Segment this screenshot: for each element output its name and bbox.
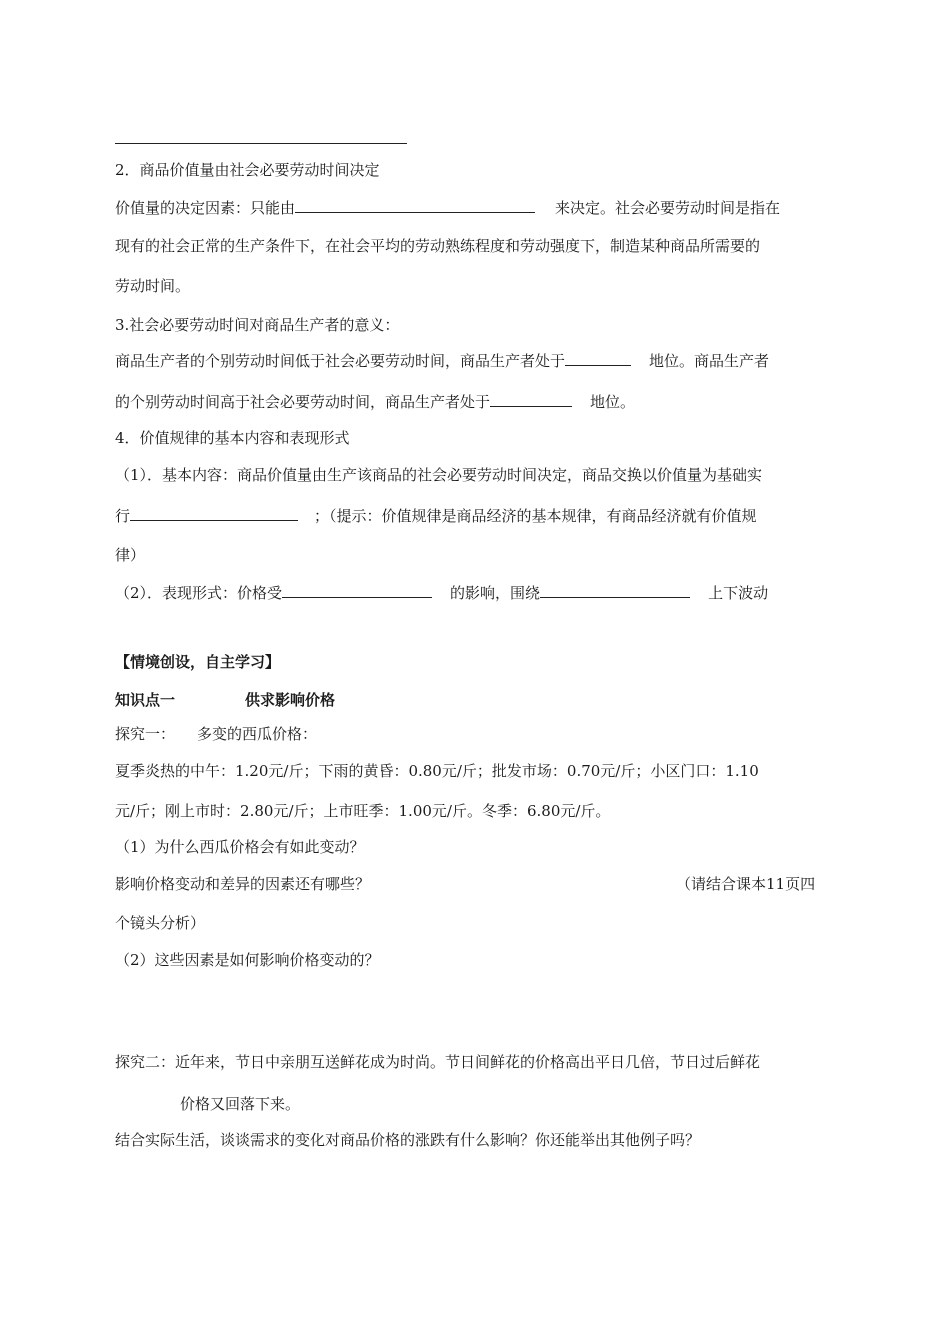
text: 的个别劳动时间高于社会必要劳动时间，商品生产者处于: [115, 393, 491, 411]
fill-blank[interactable]: [565, 351, 631, 366]
text: 行: [115, 507, 131, 525]
text: 的影响，围绕: [450, 584, 541, 602]
text: 地位。商品生产者: [649, 352, 770, 370]
text: 地位。: [590, 393, 636, 411]
explore-2-line-3: 结合实际生活，谈谈需求的变化对商品价格的涨跌有什么影响？你还能举出其他例子吗？: [115, 1131, 701, 1149]
section-4-p1-end: 律）: [115, 546, 146, 564]
top-divider-line: [115, 143, 407, 144]
section-3-line-2: [115, 392, 635, 412]
text: 价值量的决定因素：只能由: [115, 199, 296, 217]
section-4-p1: （1）．基本内容：商品价值量由生产该商品的社会必要劳动时间决定，商品交换以价值量为基础实: [115, 466, 763, 484]
fill-blank[interactable]: [282, 583, 432, 598]
section-title: 【情境创设，自主学习】: [115, 653, 281, 671]
explore-2-line-2: 价格又回落下来。: [180, 1095, 301, 1113]
text: 影响价格变动和差异的因素还有哪些？: [115, 875, 371, 893]
section-2-line-2: 现有的社会正常的生产条件下，在社会平均的劳动熟练程度和劳动强度下，制造某种商品所需要的: [115, 237, 761, 255]
text: 知识点一: [115, 691, 176, 709]
knowledge-point-1: [115, 690, 335, 710]
fill-blank[interactable]: [130, 506, 298, 521]
text: 来决定。社会必要劳动时间是指在: [555, 199, 781, 217]
text: 商品生产者的个别劳动时间低于社会必要劳动时间，商品生产者处于: [115, 352, 566, 370]
text: 探究一：: [115, 725, 176, 743]
explore-1-q1b-hint: （请结合课本11页四: [676, 875, 816, 893]
explore-1-q2: （2）这些因素是如何影响价格变动的？: [115, 951, 380, 969]
explore-1-prices-2: 元/斤；刚上市时：2.80元/斤；上市旺季：1.00元/斤。冬季：6.80元/斤。: [115, 802, 611, 820]
explore-1-prices-1: 夏季炎热的中午：1.20元/斤；下雨的黄昏：0.80元/斤；批发市场：0.70元/斤；小区门口：1.10: [115, 762, 759, 780]
text: 供求影响价格: [245, 691, 336, 709]
fill-blank[interactable]: [490, 392, 572, 407]
section-4-p1-cont: [115, 506, 757, 526]
explore-1-title: [115, 724, 317, 744]
section-4-p2: [115, 583, 768, 603]
section-4-heading: 4．价值规律的基本内容和表现形式: [115, 429, 350, 447]
explore-1-q1: （1）为什么西瓜价格会有如此变动？: [115, 838, 365, 856]
fill-blank[interactable]: [295, 198, 535, 213]
fill-blank[interactable]: [540, 583, 690, 598]
section-2-heading: 2．商品价值量由社会必要劳动时间决定: [115, 161, 380, 179]
explore-1-q1b: [115, 874, 370, 894]
section-2-line-3: 劳动时间。: [115, 277, 191, 295]
explore-1-q1b-end: 个镜头分析）: [115, 914, 206, 932]
text: （2）．表现形式：价格受: [115, 584, 283, 602]
section-2-line-1: [115, 198, 780, 218]
text: 上下波动: [708, 584, 769, 602]
text: ；（提示：价值规律是商品经济的基本规律，有商品经济就有价值规: [314, 507, 757, 525]
section-3-line-1: [115, 351, 769, 371]
text: 多变的西瓜价格：: [197, 725, 318, 743]
explore-2-line-1: 探究二：近年来，节日中亲朋互送鲜花成为时尚。节日间鲜花的价格高出平日几倍，节日过后鲜花: [115, 1053, 761, 1071]
section-3-heading: 3.社会必要劳动时间对商品生产者的意义：: [115, 316, 400, 334]
